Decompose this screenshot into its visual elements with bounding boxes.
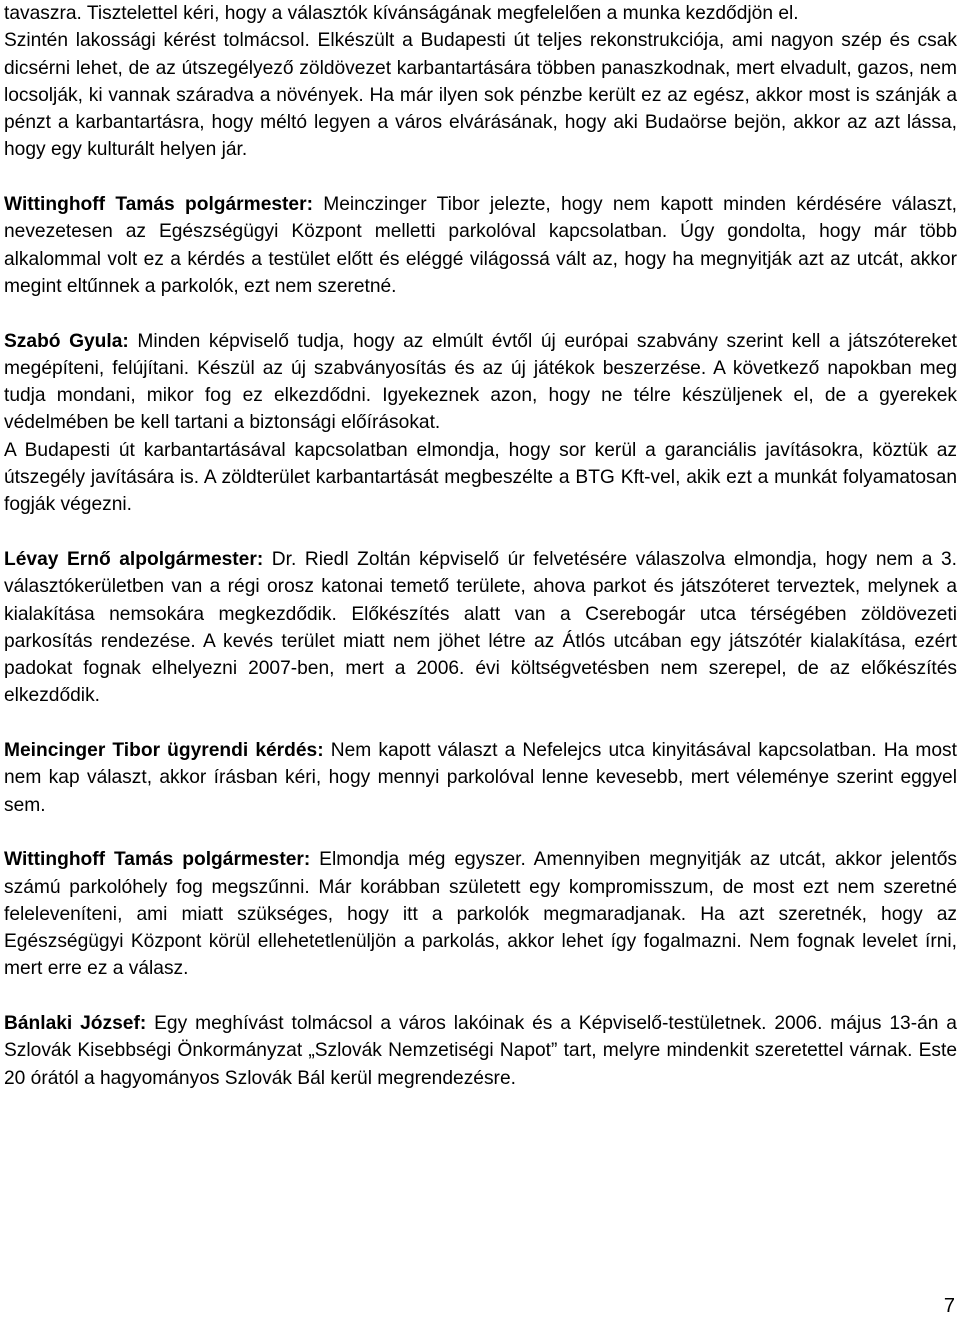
paragraph-1 [4,0,957,27]
paragraph-text: Egy meghívást tolmácsol a város lakóinak és a Képviselő-testületnek. 2006. május 13-án a Szlovák Kisebbségi Önkormányzat „Szlovák Nemzetiségi Napot” tart, melyre mindenkit szeretettel várnak. Este 20 órától a hagyományos Szlovák Bál kerül megrendezésre. [4,1012,957,1089]
paragraph-7 [4,737,957,819]
speaker-name: Wittinghoff Tamás polgármester: [4,849,311,871]
paragraph-2 [4,27,957,163]
paragraph-8 [4,846,957,982]
paragraph-6 [4,546,957,710]
paragraph-9 [4,1010,957,1092]
page-number: 7 [943,1295,955,1317]
paragraph-text: Nem kapott választ a Nefelejcs utca kinyitásával kapcsolatban. Ha most nem kap választ, akkor írásban kéri, hogy mennyi parkolóval lenne kevesebb, mert véleménye szerint eggyel sem. [4,740,957,816]
paragraph-text: Minden képviselő tudja, hogy az elmúlt évtől új európai szabvány szerint kell a játszótereket megépíteni, felújítani. Készül az új szabványosítás és az új játékok beszerzése. A következő napokban meg tudja mondani, mikor fog ez elkezdődni. Igyekeznek azon, hogy ne télre készüljenek el, de a gyerekek védelmében be kell tartani a biztonsági előírásokat. [4,330,958,434]
paragraph-text: tavaszra. Tisztelettel kéri, hogy a választók kívánságának megfelelően a munka kezdődjön el. [4,3,799,24]
paragraph-text: Szintén lakossági kérést tolmácsol. Elkészült a Budapesti út teljes rekonstrukciója, ami nagyon szép és csak dicsérni lehet, de az útszegélyező zöldövezet karbantartására többen panaszkodnak, mert elvadult, gazos, nem locsolják, ki vannak száradva a növények. Ha már ilyen sok pénzbe került ez az egész, akkor most is szánják a pénzt a karbantartásra, hogy méltó legyen a város elvárásának, hogy aki Budaörse bejön, akkor az azt lássa, hogy egy kulturált helyen jár. [4,30,957,161]
document-page [4,0,957,1092]
paragraph-text: Elmondja még egyszer. Amennyiben megnyitják az utcát, akkor jelentős számú parkolóhely fog megszűnni. Már korábban született egy kompromisszum, de most ezt nem szeretné feleleveníteni, ami miatt szükséges, hogy itt a parkolók megmaradjanak. Ha azt szeretnék, hogy az Egészségügyi Központ körül ellehetetlenüljön a parkolás, akkor lehet így fogalmazni. Nem fognak levelet írni, mert erre ez a válasz. [4,849,957,980]
paragraph-text: Dr. Riedl Zoltán képviselő úr felvetésére válaszolva elmondja, hogy nem a 3. választókerületben van a régi orosz katonai temető területe, ahova parkot és játszóteret terveztek, melynek a kialakítása nemsokára megkezdődik. Előkészítés alatt van a Cserebogár utca térségében zöldövezeti parkosítás rendezése. A kevés terület miatt nem jöhet létre az Átlós utcában egy játszótér kialakítása, ezért padokat fognak elhelyezni 2007-ben, mert a 2006. évi költségvetésben nem szerepel, de az előkészítés elkezdődik. [4,548,957,707]
paragraph-text: Meinczinger Tibor jelezte, hogy nem kapott minden kérdésére választ, nevezetesen az Egészségügyi Központ melletti parkolóval kapcsolatban. Úgy gondolta, hogy már több alkalommal volt ez a kérdés a testület előtt és eléggé világossá vált az, hogy ha megnyitják azt az utcát, akkor megint eltűnnek a parkolók, ezt nem szeretné. [4,194,957,297]
speaker-name: Meincinger Tibor ügyrendi kérdés: [4,740,324,762]
speaker-name: Szabó Gyula: [4,330,129,352]
speaker-name: Lévay Ernő alpolgármester: [4,548,264,570]
paragraph-5 [4,437,957,519]
paragraph-3 [4,191,957,300]
speaker-name: Wittinghoff Tamás polgármester: [4,194,313,216]
speaker-name: Bánlaki József: [4,1012,147,1034]
paragraph-4 [4,328,957,437]
paragraph-text: A Budapesti út karbantartásával kapcsolatban elmondja, hogy sor kerül a garanciális javításokra, köztük az útszegély javítására is. A zöldterület karbantartását megbeszélte a BTG Kft-vel, akik ezt a munkát folyamatosan fogják végezni. [4,439,957,516]
